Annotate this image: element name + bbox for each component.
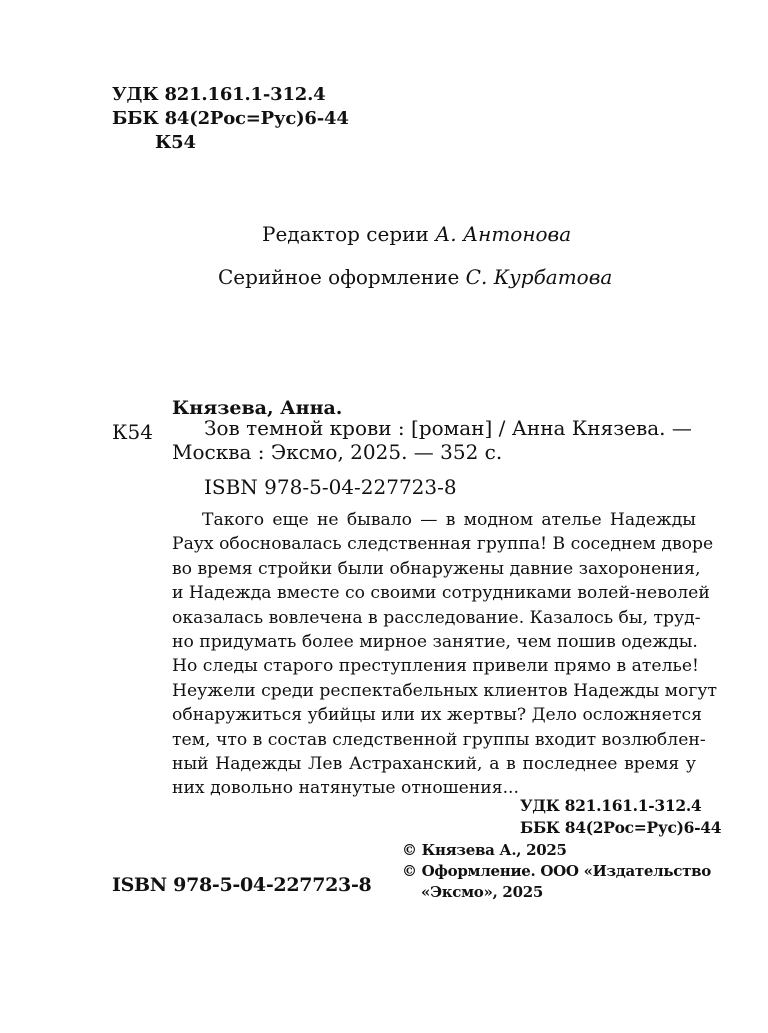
card-title-line: Зов темной крови : [роман] / Анна Князева. — [204, 416, 692, 440]
card-imprint-line: Москва : Эксмо, 2025. — 352 с. [172, 440, 503, 464]
annotation-line: ный Надежды Лев Астраханский, а в последнее время у [172, 753, 696, 774]
copyright-design: © Оформление. ООО «Издательство [402, 862, 711, 880]
card-isbn: ISBN 978-5-04-227723-8 [204, 475, 457, 499]
copyright-publisher: «Эксмо», 2025 [421, 883, 543, 901]
design-label: Серийное оформление [218, 265, 460, 289]
card-author: Князева, Анна. [172, 397, 343, 419]
annotation-line: Но следы старого преступления привели прямо в ателье! [172, 656, 699, 677]
annotation-line: Неужели среди респектабельных клиентов Надежды могут [172, 680, 718, 701]
annotation-line: Раух обосновалась следственная группа! В соседнем дворе [172, 534, 714, 555]
annotation-line: Такого еще не бывало — в модном ателье Надежды [202, 510, 696, 530]
copyright-author: © Князева А., 2025 [402, 841, 567, 859]
card-udk-code: УДК 821.161.1-312.4 [520, 796, 702, 815]
bbk-code: ББК 84(2Рос=Рус)6-44 [112, 108, 349, 129]
card-author-mark: К54 [112, 420, 153, 444]
annotation-line: тем, что в состав следственной группы входит возлюблен- [172, 729, 706, 750]
author-mark: К54 [155, 132, 196, 153]
annotation-line: них довольно натянутые отношения... [172, 778, 519, 799]
annotation-line: во время стройки были обнаружены давние захоронения, [172, 558, 701, 579]
annotation-line: но придумать более мирное занятие, чем пошив одежды. [172, 631, 698, 652]
card-bbk-code: ББК 84(2Рос=Рус)6-44 [520, 818, 722, 837]
annotation-line: и Надежда вместе со своими сотрудниками волей-неволей [172, 583, 710, 604]
annotation [172, 508, 718, 801]
design-name: С. Курбатова [465, 265, 613, 289]
annotation-line: оказалась вовлечена в расследование. Казалось бы, труд- [172, 607, 701, 628]
series-editor-credit [262, 222, 571, 246]
series-editor-name: А. Антонова [435, 222, 572, 246]
footer-isbn: ISBN 978-5-04-227723-8 [112, 874, 372, 896]
udk-code: УДК 821.161.1-312.4 [112, 84, 326, 105]
design-credit [218, 265, 612, 289]
series-editor-label: Редактор серии [262, 222, 429, 246]
annotation-line: обнаружиться убийцы или их жертвы? Дело осложняется [172, 705, 702, 726]
